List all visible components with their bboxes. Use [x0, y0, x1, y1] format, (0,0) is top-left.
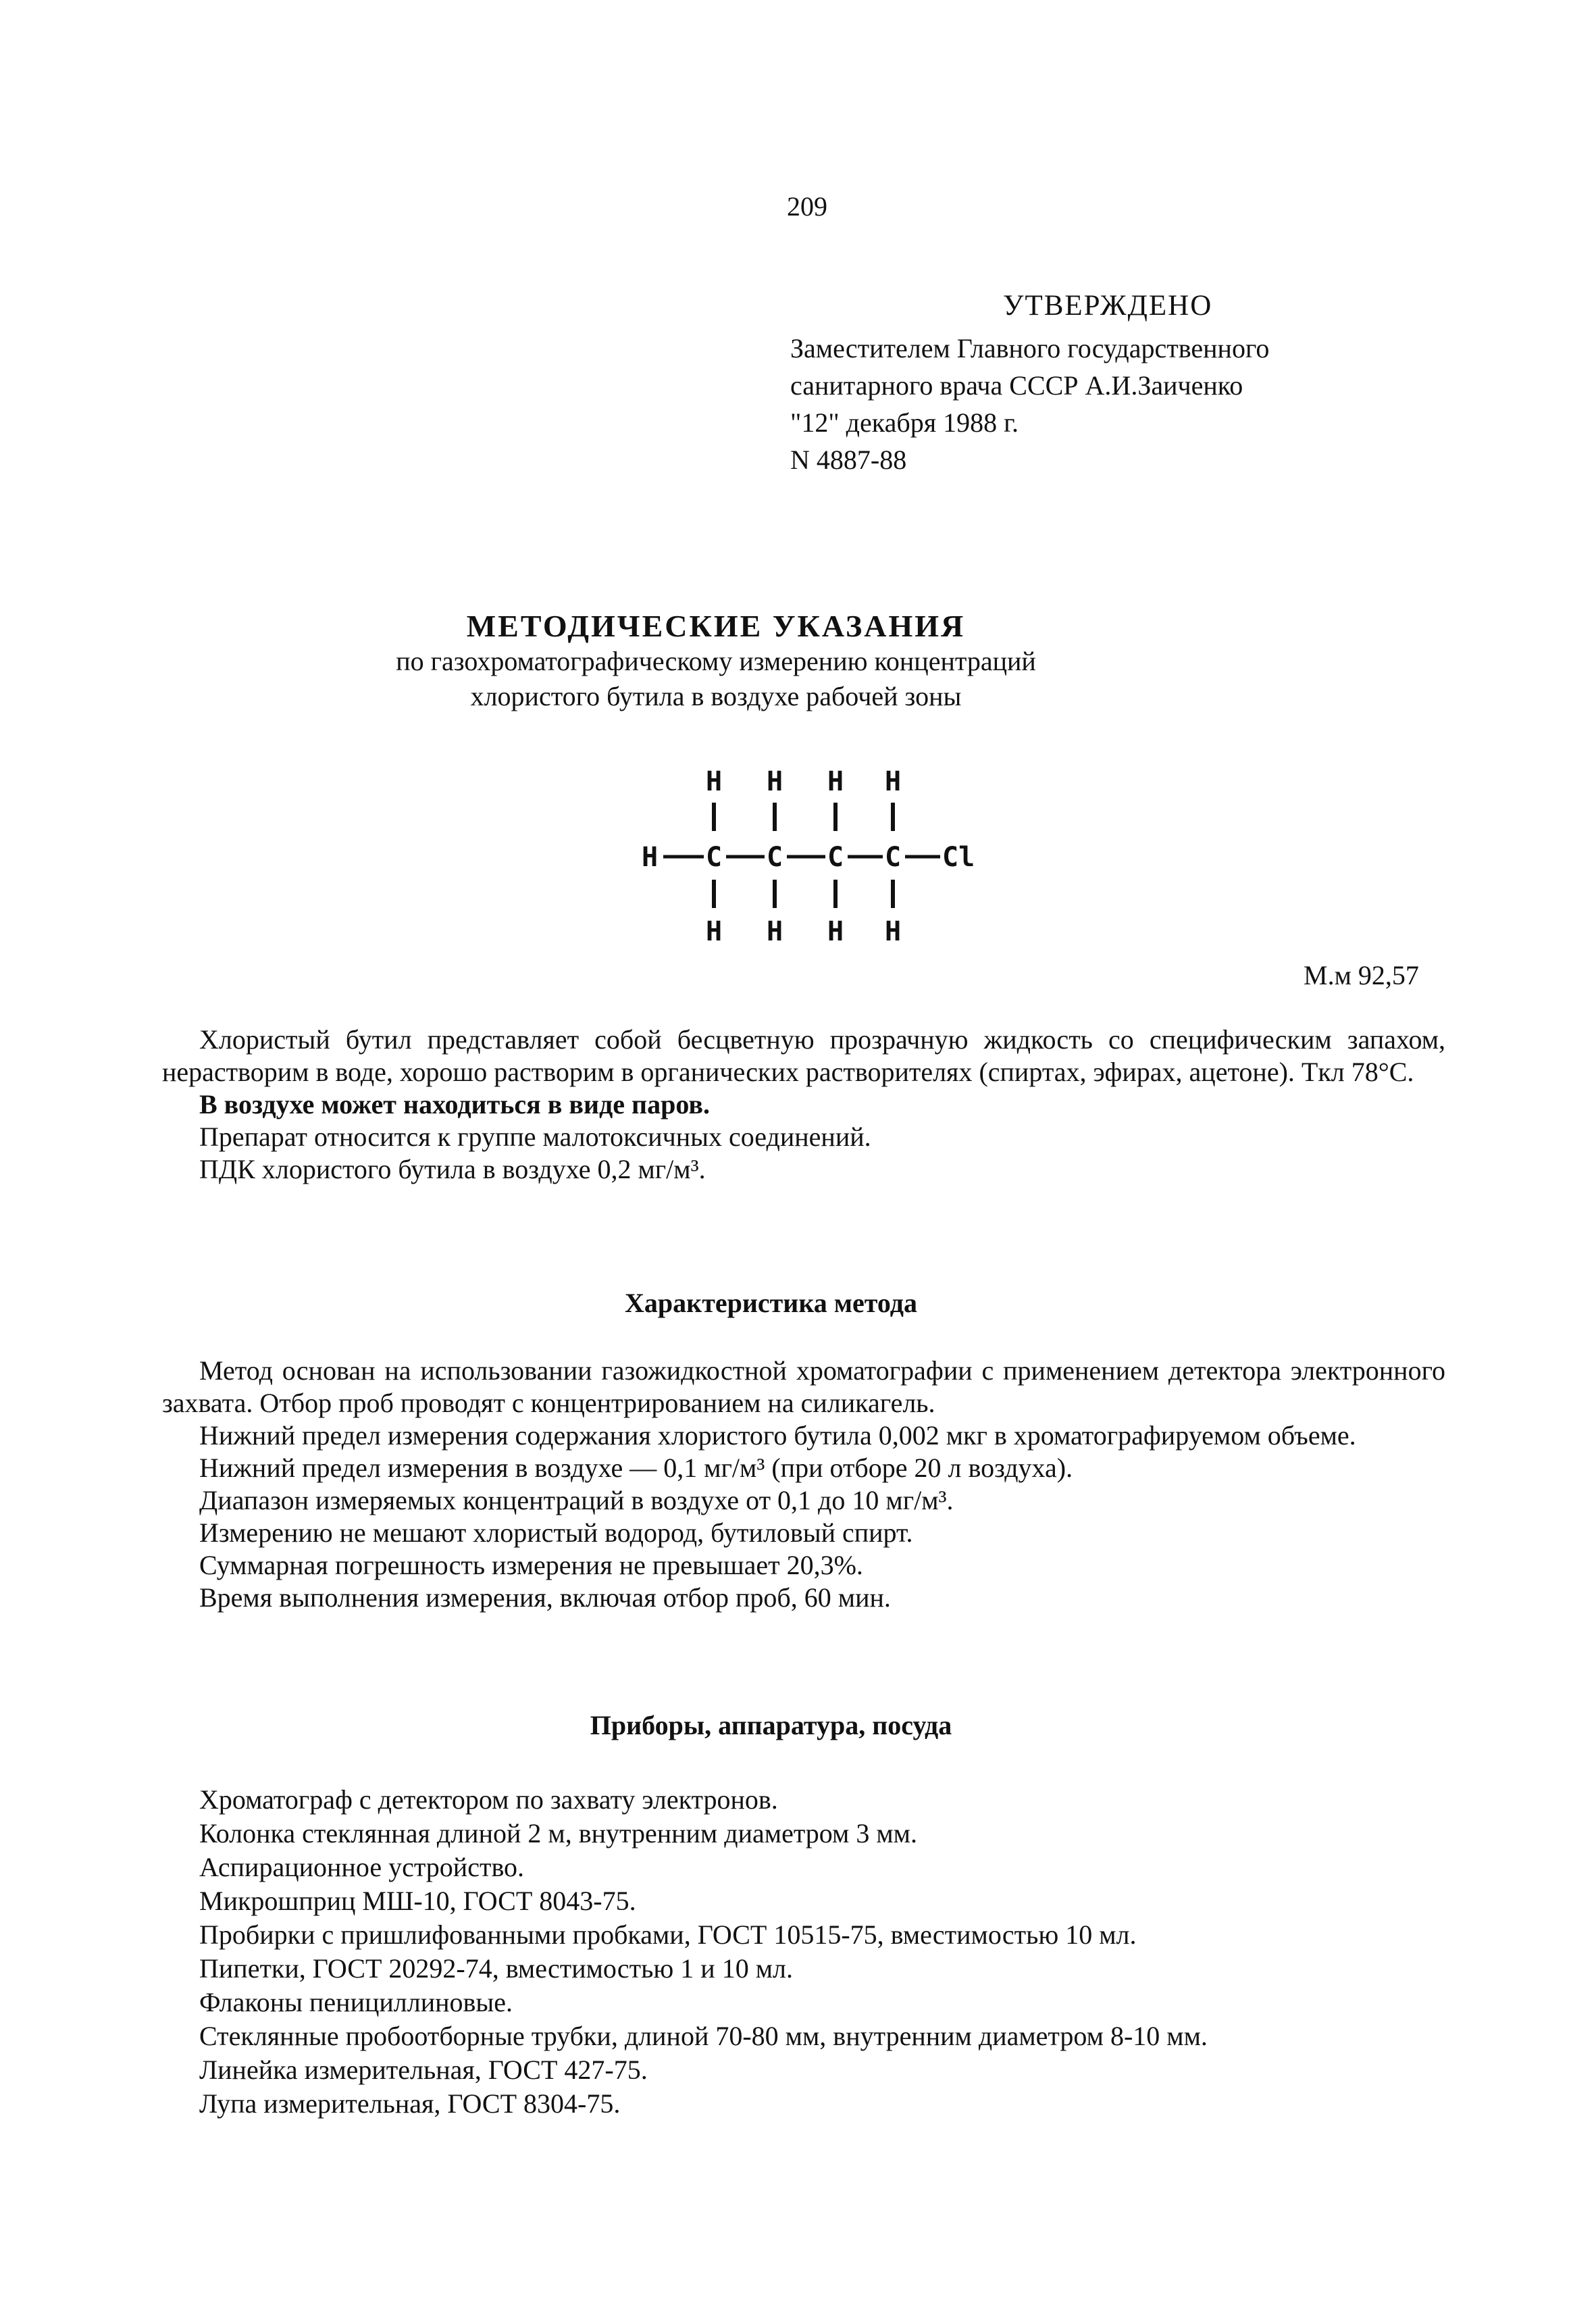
- atom-chlorine: Cl: [942, 842, 975, 873]
- atom-hydrogen: H: [767, 766, 783, 797]
- paragraph: Измерению не мешают хлористый водород, бутиловый спирт.: [199, 1517, 913, 1548]
- section-heading-equipment: Приборы, аппаратура, посуда: [590, 1710, 952, 1740]
- list-item: Пипетки, ГОСТ 20292-74, вместимостью 1 и 10 мл.: [199, 1953, 793, 1984]
- approval-number: N 4887-88: [790, 445, 907, 475]
- method-section: [162, 1355, 1445, 1614]
- list-item: Линейка измерительная, ГОСТ 427-75.: [199, 2055, 648, 2085]
- list-item: Микрошприц МШ-10, ГОСТ 8043-75.: [199, 1886, 636, 1916]
- list-item: Флаконы пенициллиновые.: [199, 1987, 513, 2017]
- intro-section: [162, 1024, 1445, 1186]
- list-item: Хроматограф с детектором по захвату электронов.: [199, 1784, 778, 1815]
- list-item: Пробирки с пришлифованными пробками, ГОСТ 10515-75, вместимостью 10 мл.: [199, 1919, 1137, 1950]
- structural-formula-svg: [621, 763, 1000, 966]
- approval-line: Заместителем Главного государственного: [790, 333, 1270, 363]
- atom-hydrogen: H: [885, 766, 902, 797]
- approval-block: [790, 287, 1466, 478]
- paragraph: Диапазон измеряемых концентраций в воздухе от 0,1 до 10 мг/м³.: [199, 1485, 954, 1515]
- page-number: 209: [787, 191, 827, 222]
- molecular-mass: М.м 92,57: [1304, 960, 1419, 990]
- document-title-block: [203, 608, 1418, 714]
- atom-carbon: C: [885, 842, 902, 873]
- list-item: Лупа измерительная, ГОСТ 8304-75.: [199, 2088, 621, 2119]
- paragraph: Время выполнения измерения, включая отбор проб, 60 мин.: [199, 1582, 891, 1613]
- atom-carbon: C: [767, 842, 783, 873]
- atom-hydrogen: H: [642, 842, 659, 873]
- document-subtitle: по газохроматографическому измерению концентраций: [396, 646, 1036, 676]
- document-subtitle: хлористого бутила в воздухе рабочей зоны: [470, 681, 962, 711]
- paragraph: ПДК хлористого бутила в воздухе 0,2 мг/м³.: [199, 1154, 706, 1184]
- paragraph: Хлористый бутил представляет собой бесцветную прозрачную жидкость со специфическим запахом, нерастворим в воде, хорошо растворим в органических растворителях (спиртах, эфирах, ацетоне). Tкл 78°С.: [162, 1024, 1445, 1087]
- atom-hydrogen: H: [767, 916, 783, 947]
- atom-hydrogen: H: [706, 916, 723, 947]
- paragraph: Нижний предел измерения содержания хлористого бутила 0,002 мкг в хроматографируемом объеме.: [199, 1420, 1356, 1451]
- approval-line: санитарного врача СССР А.И.Заиченко: [790, 370, 1243, 401]
- document-title: МЕТОДИЧЕСКИЕ УКАЗАНИЯ: [466, 609, 966, 643]
- list-item: Стеклянные пробоотборные трубки, длиной 70-80 мм, внутренним диаметром 8-10 мм.: [199, 2021, 1208, 2051]
- paragraph: Метод основан на использовании газожидкостной хроматографии с применением детектора электронного захвата. Отбор проб проводят с концентрированием на силикагель.: [162, 1355, 1445, 1418]
- atom-carbon: C: [706, 842, 723, 873]
- list-item: Аспирационное устройство.: [199, 1852, 525, 1882]
- approval-date: "12" декабря 1988 г.: [790, 407, 1019, 438]
- paragraph: Суммарная погрешность измерения не превышает 20,3%.: [199, 1550, 863, 1580]
- atom-hydrogen: H: [706, 766, 723, 797]
- atom-carbon: C: [827, 842, 844, 873]
- atom-hydrogen: H: [885, 916, 902, 947]
- paragraph: Нижний предел измерения в воздухе — 0,1 мг/м³ (при отборе 20 л воздуха).: [199, 1453, 1073, 1483]
- approval-title: УТВЕРЖДЕНО: [1003, 290, 1213, 322]
- list-item: Колонка стеклянная длиной 2 м, внутренним диаметром 3 мм.: [199, 1818, 917, 1848]
- paragraph: В воздухе может находиться в виде паров.: [199, 1089, 710, 1120]
- paragraph: Препарат относится к группе малотоксичных соединений.: [199, 1122, 871, 1152]
- structural-formula: [621, 763, 1000, 966]
- atom-hydrogen: H: [827, 916, 844, 947]
- atom-hydrogen: H: [827, 766, 844, 797]
- section-heading-method: Характеристика метода: [625, 1288, 917, 1318]
- equipment-list: [162, 1784, 1445, 2121]
